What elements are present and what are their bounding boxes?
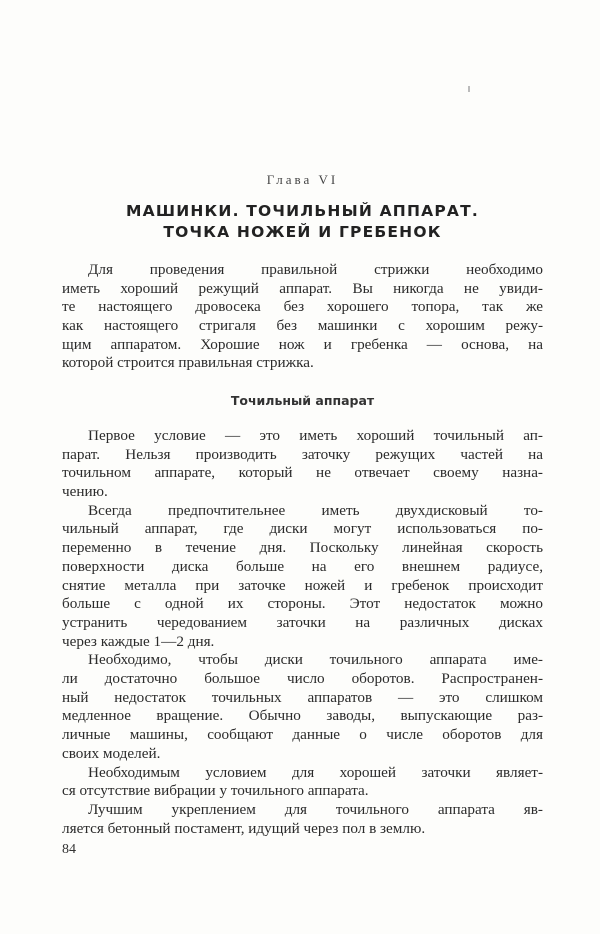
text-line: Первое условие — это иметь хороший точильный ап- — [88, 427, 543, 444]
paragraph — [62, 502, 543, 652]
paragraph — [62, 651, 543, 763]
text-line: которой строится правильная стрижка. — [62, 354, 314, 372]
text-line: иметь хороший режущий аппарат. Вы никогда не увиди- — [62, 279, 543, 297]
page-number: 84 — [62, 842, 76, 857]
text-line: ли достаточно большое число оборотов. Распространен- — [62, 670, 543, 688]
text-line: точильном аппарате, который не отвечает своему назна- — [62, 464, 543, 482]
text-line: ся отсутствие вибрации у точильного аппарата. — [62, 782, 369, 800]
text-line: Для проведения правильной стрижки необходимо — [88, 261, 543, 278]
text-line: ляется бетонный постамент, идущий через пол в землю. — [62, 819, 426, 837]
text-line: переменно в течение дня. Поскольку линейная скорость — [62, 539, 543, 557]
text-line: чению. — [62, 483, 108, 501]
text-line: больше с одной их стороны. Этот недостаток можно — [62, 595, 543, 613]
section-body — [62, 0, 543, 934]
text-line: ный недостаток точильных аппаратов — это слишком — [62, 688, 543, 706]
text-line: Всегда предпочтительнее иметь двухдисковый то- — [88, 501, 543, 519]
section-heading: Точильный аппарат — [230, 393, 375, 408]
text-line: медленное вращение. Обычно заводы, выпускающие раз- — [62, 707, 543, 725]
text-line: как настоящего стригаля без машинки с хорошим режу- — [62, 317, 543, 335]
paragraph — [62, 427, 543, 502]
text-line: парат. Нельзя производить заточку режущих частей на — [62, 445, 543, 463]
text-line: через каждые 1—2 дня. — [62, 632, 215, 650]
title-line: ТОЧКА НОЖЕЙ И ГРЕБЕНОК — [163, 223, 442, 241]
text-line: снятие металла при заточке ножей и гребенок происходит — [62, 576, 543, 594]
paragraph — [62, 764, 543, 801]
text-line: личные машины, сообщают данные о числе оборотов для — [62, 726, 543, 744]
book-page — [62, 0, 543, 934]
text-line: своих моделей. — [62, 744, 161, 762]
text-line: Необходимо, чтобы диски точильного аппарата име- — [88, 651, 543, 669]
chapter-label: Глава VI — [266, 172, 339, 187]
text-line: поверхности диска больше на его внешнем радиусе, — [62, 557, 543, 575]
text-line: щим аппаратом. Хорошие нож и гребенка — основа, на — [62, 335, 543, 353]
text-line: чильный аппарат, где диски могут использоваться по- — [62, 520, 543, 538]
title-line: МАШИНКИ. ТОЧИЛЬНЫЙ АППАРАТ. — [126, 202, 479, 220]
text-line: устранить чередованием заточки на различных дисках — [62, 613, 543, 631]
text-line: Необходимым условием для хорошей заточки являет- — [88, 763, 543, 781]
paragraph — [62, 801, 543, 838]
text-line: Лучшим укреплением для точильного аппарата яв- — [88, 801, 543, 818]
text-line: те настоящего дровосека без хорошего топора, так же — [62, 298, 543, 316]
